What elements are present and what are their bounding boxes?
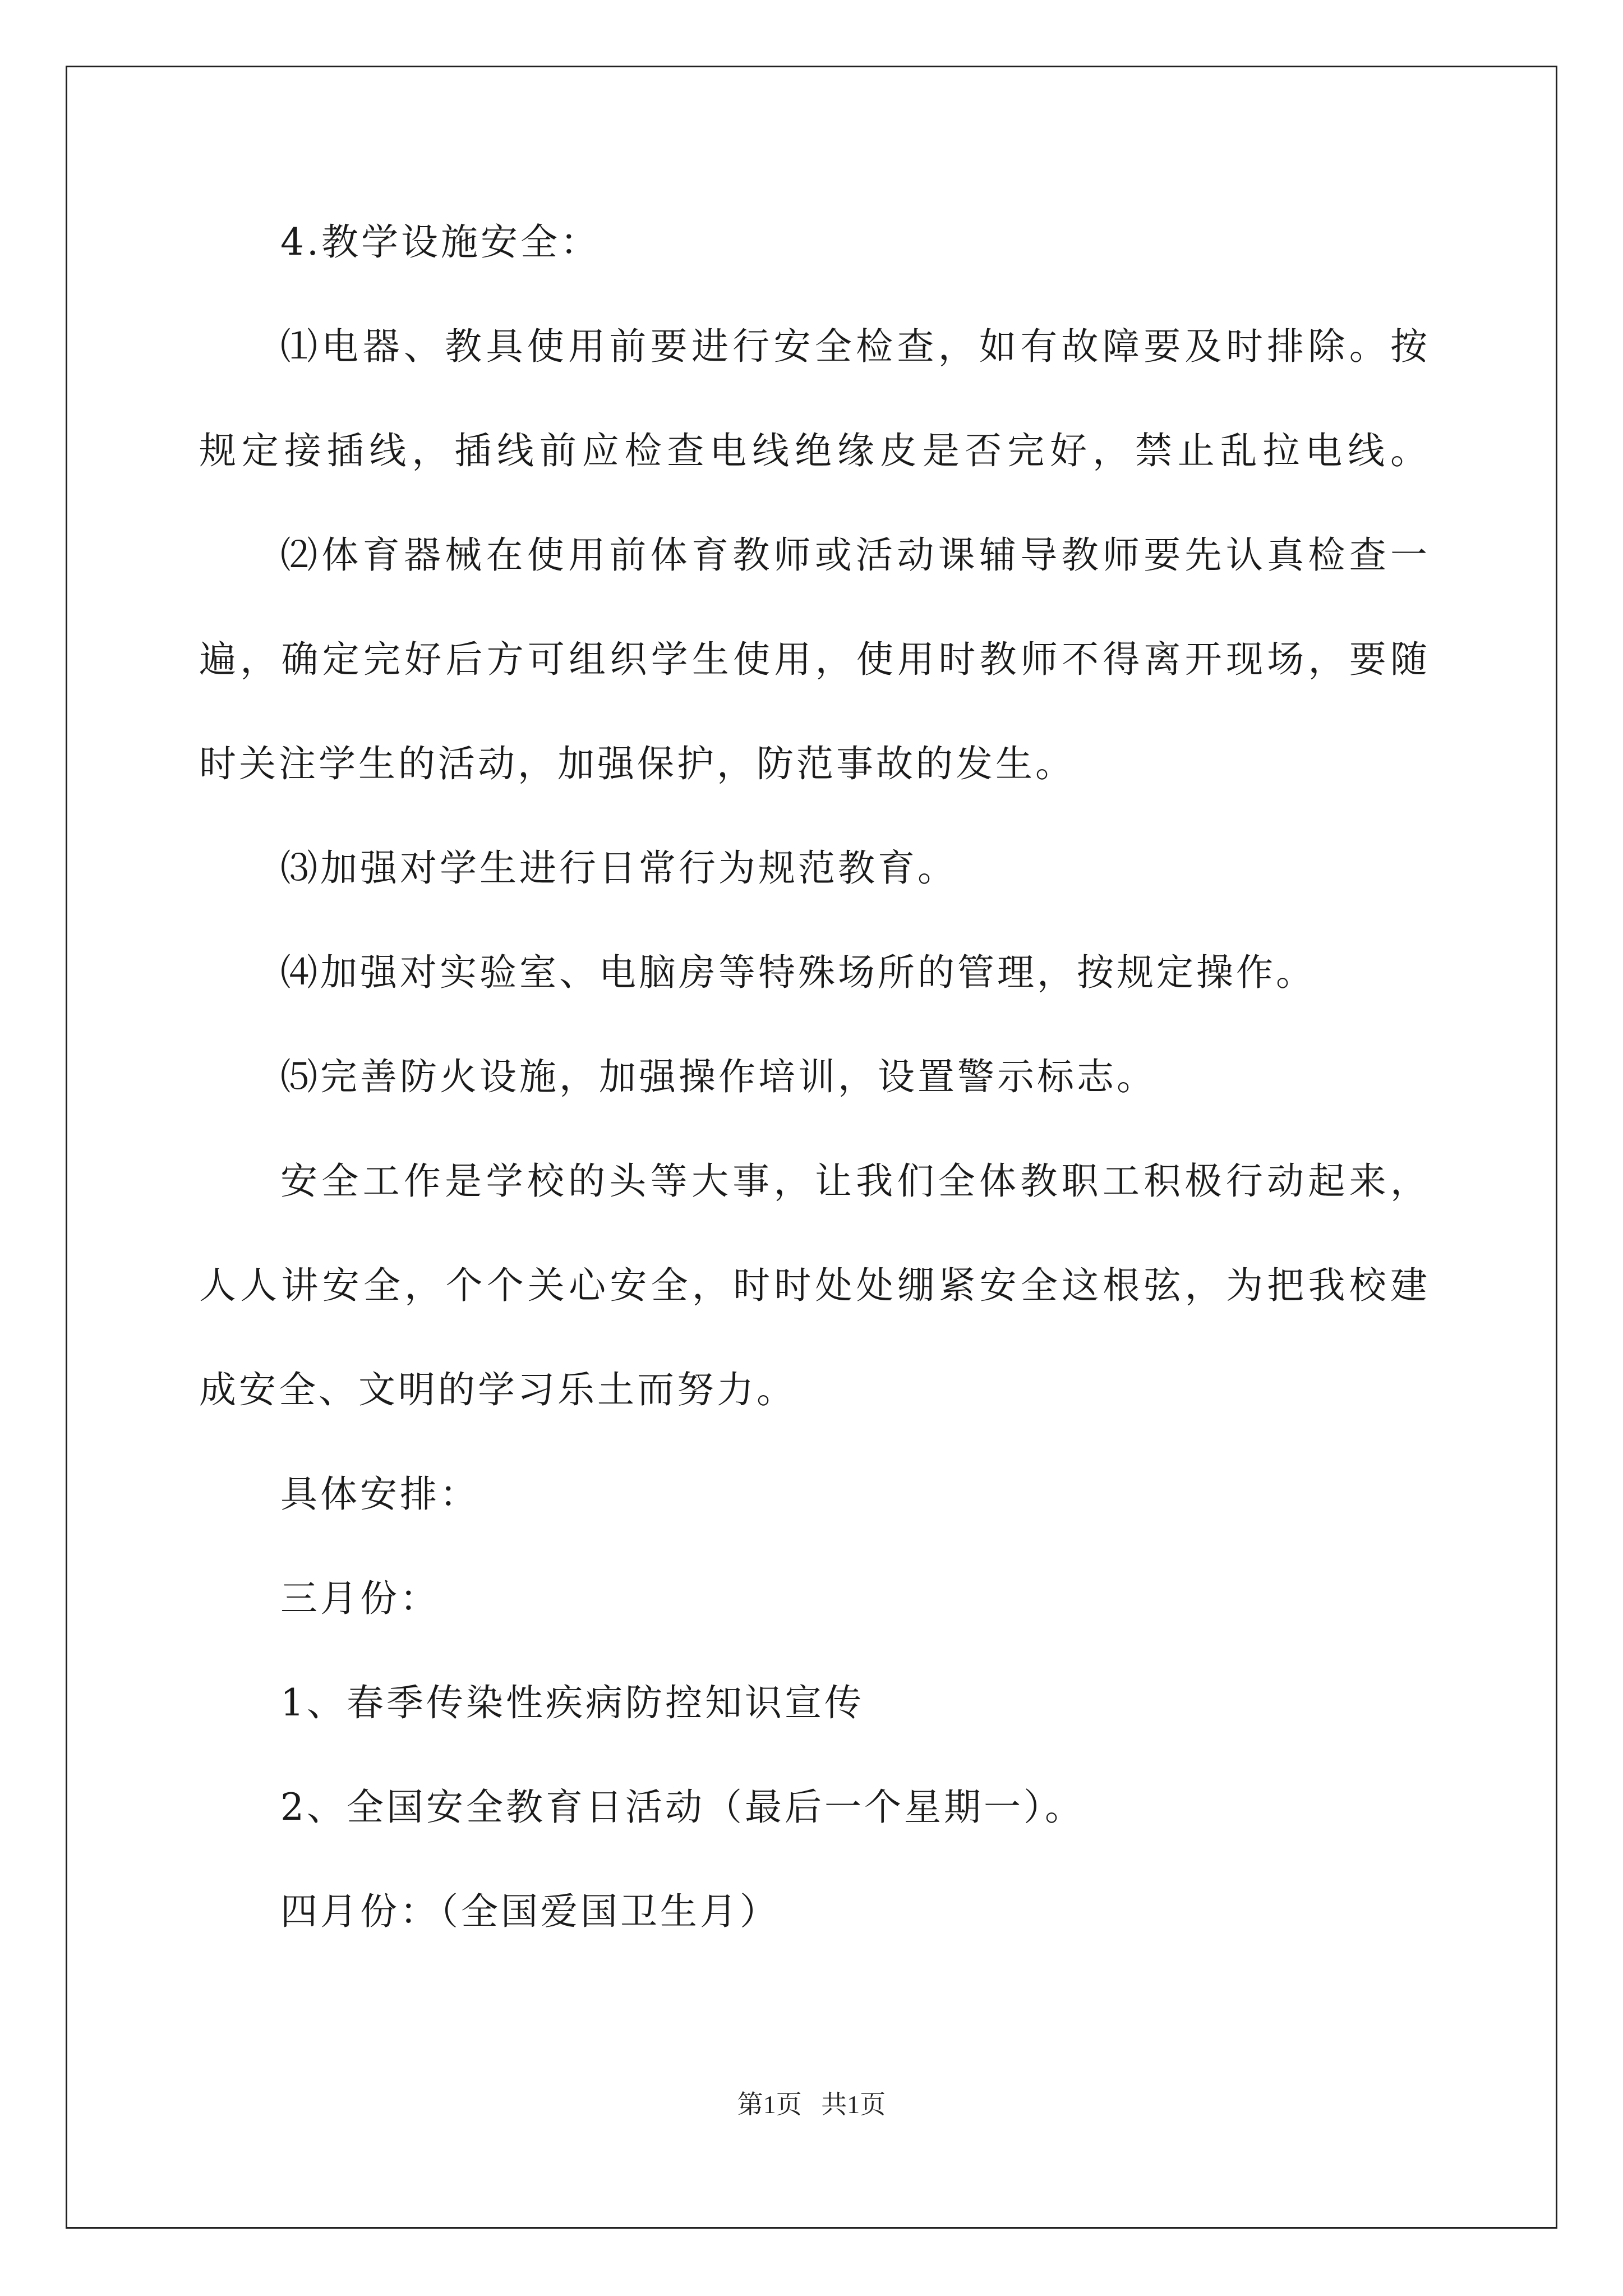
paragraph-line: ⑶加强对学生进行日常行为规范教育。: [280, 846, 957, 890]
month-heading-april: 四月份：（全国爱国卫生月）: [280, 1890, 780, 1933]
heading-teaching-facility-safety: 4.教学设施安全：: [280, 220, 600, 264]
paragraph-line: ⑵体育器械在使用前体育教师或活动课辅导教师要先认真检查一: [280, 533, 1427, 577]
list-item: 2、全国安全教育日活动（最后一个星期一）。: [280, 1786, 1085, 1829]
month-heading-march: 三月份：: [280, 1577, 440, 1620]
page-number-footer: 第1页 共1页: [737, 2090, 886, 2119]
paragraph-line: 时关注学生的活动，加强保护，防范事故的发生。: [199, 742, 1075, 785]
paragraph-line: 人人讲安全，个个关心安全，时时处处绷紧安全这根弦，为把我校建: [199, 1264, 1427, 1307]
section-heading-schedule: 具体安排：: [280, 1473, 479, 1516]
paragraph-line: 规定接插线，插线前应检查电线绝缘皮是否完好，禁止乱拉电线。: [199, 429, 1427, 472]
paragraph-line: ⑴电器、教具使用前要进行安全检查，如有故障要及时排除。按: [280, 325, 1427, 368]
list-item: 1、春季传染性疾病防控知识宣传: [280, 1681, 864, 1724]
paragraph-line: 安全工作是学校的头等大事，让我们全体教职工积极行动起来，: [280, 1159, 1427, 1203]
paragraph-line: ⑸完善防火设施，加强操作培训，设置警示标志。: [280, 1055, 1156, 1098]
paragraph-line: ⑷加强对实验室、电脑房等特殊场所的管理，按规定操作。: [280, 951, 1316, 994]
paragraph-line: 成安全、文明的学习乐土而努力。: [199, 1368, 796, 1411]
paragraph-line: 遍，确定完好后方可组织学生使用，使用时教师不得离开现场，要随: [199, 638, 1427, 681]
